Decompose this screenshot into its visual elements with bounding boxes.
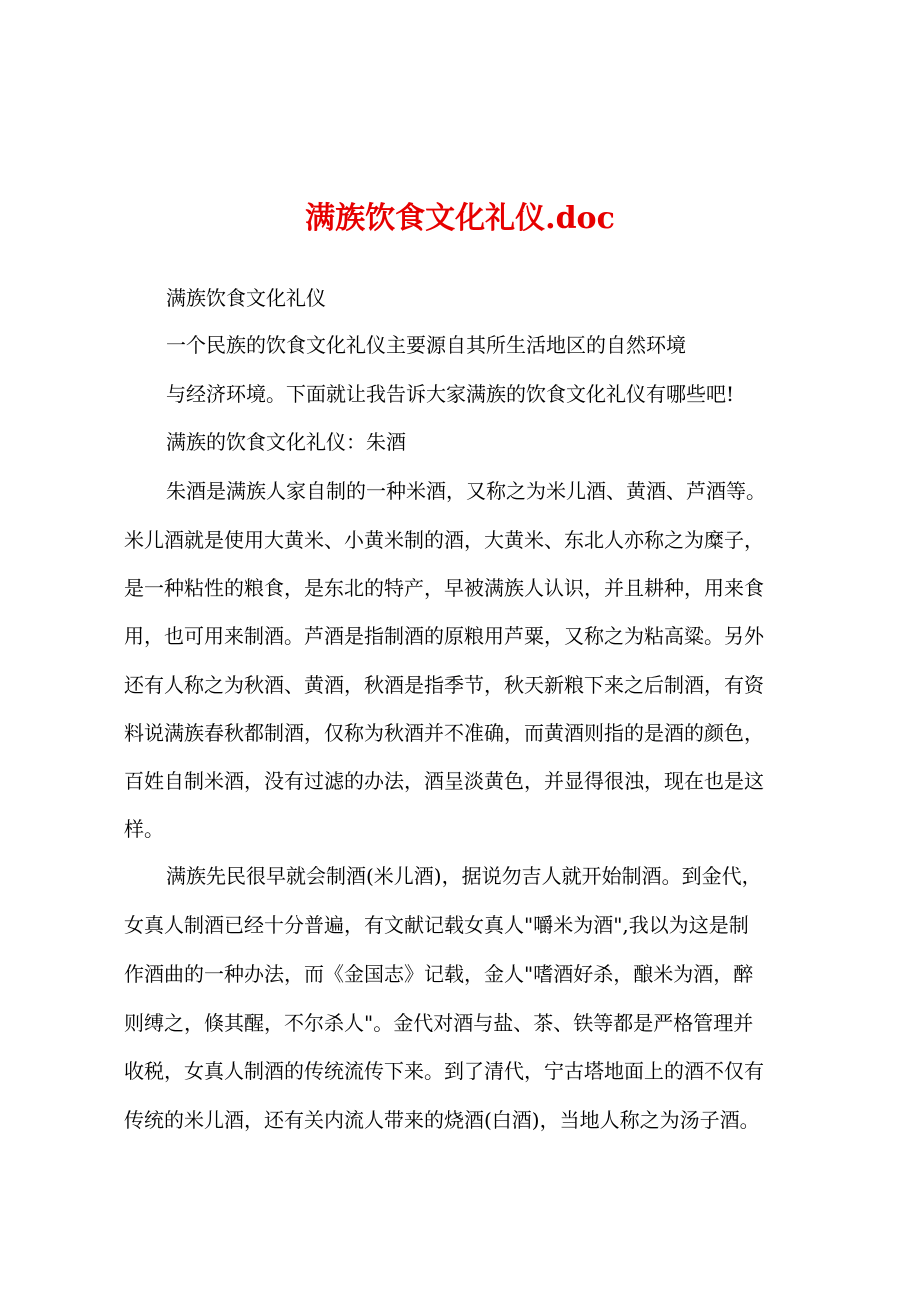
paragraph-line: 满族先民很早就会制酒(米儿酒)，据说勿吉人就开始制酒。到金代， <box>166 864 762 888</box>
paragraph-line: 收税，女真人制酒的传统流传下来。到了清代，宁古塔地面上的酒不仅有 <box>124 1059 764 1083</box>
paragraph-line: 样。 <box>124 817 164 841</box>
paragraph-line: 则缚之，倏其醒，不尔杀人"。金代对酒与盐、茶、铁等都是严格管理并 <box>124 1011 754 1035</box>
paragraph-line: 作酒曲的一种办法，而《金国志》记载，金人"嗜酒好杀，酿米为酒，醉 <box>124 962 754 986</box>
paragraph-line: 是一种粘性的粮食，是东北的特产，早被满族人认识，并且耕种，用来食 <box>124 576 764 600</box>
paragraph-line: 料说满族春秋都制酒，仅称为秋酒并不准确，而黄酒则指的是酒的颜色， <box>124 721 764 745</box>
paragraph-line: 还有人称之为秋酒、黄酒，秋酒是指季节，秋天新粮下来之后制酒，有资 <box>124 673 764 697</box>
paragraph-line: 一个民族的饮食文化礼仪主要源自其所生活地区的自然环境 <box>166 333 686 357</box>
paragraph-line: 与经济环境。下面就让我告诉大家满族的饮食文化礼仪有哪些吧! <box>166 382 735 406</box>
paragraph-line: 女真人制酒已经十分普遍，有文献记载女真人"嚼米为酒",我以为这是制 <box>124 913 749 937</box>
doc-subtitle-line: 满族饮食文化礼仪 <box>166 286 326 310</box>
paragraph-line: 传统的米儿酒，还有关内流人带来的烧酒(白酒)，当地人称之为汤子酒。 <box>124 1108 760 1132</box>
paragraph-line: 朱酒是满族人家自制的一种米酒，又称之为米儿酒、黄酒、芦酒等。 <box>166 479 766 503</box>
paragraph-line: 米儿酒就是使用大黄米、小黄米制的酒，大黄米、东北人亦称之为糜子， <box>124 528 764 552</box>
section-heading-line: 满族的饮食文化礼仪：朱酒 <box>166 430 406 454</box>
document-title: 满族饮食文化礼仪.doc <box>305 201 615 236</box>
paragraph-line: 用，也可用来制酒。芦酒是指制酒的原粮用芦粟，又称之为粘高粱。另外 <box>124 624 764 648</box>
paragraph-line: 百姓自制米酒，没有过滤的办法，酒呈淡黄色，并显得很浊，现在也是这 <box>124 769 764 793</box>
